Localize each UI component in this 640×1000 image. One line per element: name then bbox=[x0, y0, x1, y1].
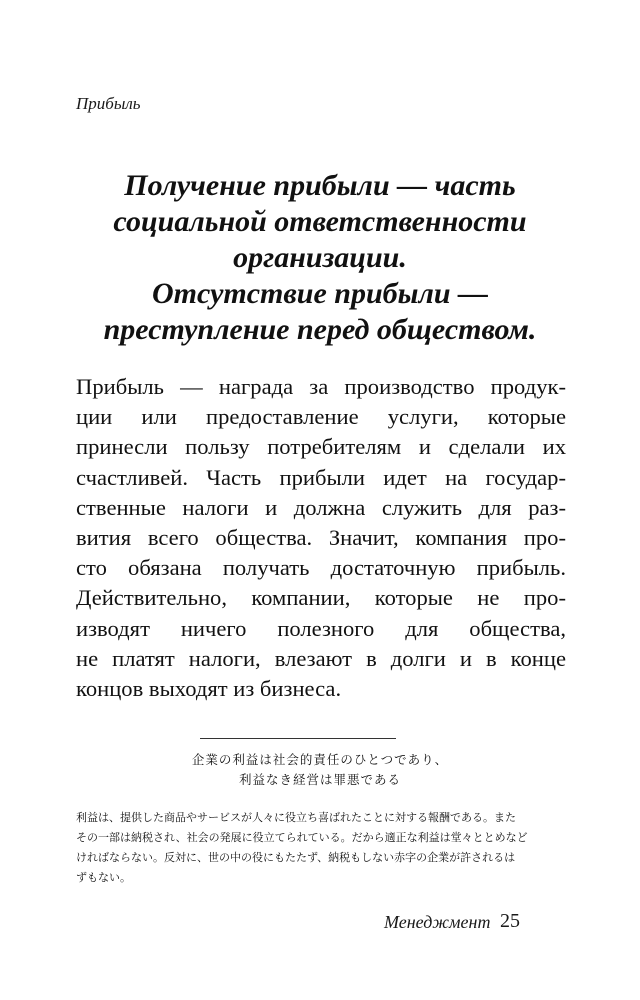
section-divider bbox=[200, 738, 396, 739]
body-line: счастливей. Часть прибыли идет на государ- bbox=[76, 464, 566, 490]
body-line: Прибыль — награда за производство продук- bbox=[76, 374, 566, 399]
running-head: Прибыль bbox=[76, 94, 141, 113]
body-line: ственные налоги и должна служить для раз- bbox=[76, 494, 566, 520]
japanese-commentary bbox=[76, 808, 566, 888]
footer-book-title: Менеджмент bbox=[384, 912, 491, 932]
principle-quote bbox=[80, 168, 560, 348]
body-line: не платят налоги, влезают в долги и в конце bbox=[76, 645, 566, 671]
body-line: изводят ничего полезного для общества, bbox=[76, 615, 566, 641]
body-line: принесли пользу потребителям и сделали их bbox=[76, 434, 566, 460]
quote-line: социальной ответственности bbox=[113, 205, 527, 238]
quote-line: Отсутствие прибыли — bbox=[151, 277, 489, 310]
japanese-commentary-line: 利益は、提供した商品やサービスが人々に役立ち喜ばれたことに対する報酬である。また bbox=[76, 811, 516, 824]
japanese-motto-line: 企業の利益は社会的責任のひとつであり、 bbox=[191, 752, 449, 767]
page-number: 25 bbox=[500, 910, 520, 932]
body-paragraph bbox=[76, 372, 566, 704]
body-line: сто обязана получать достаточную прибыль. bbox=[76, 555, 566, 581]
japanese-commentary-line: ければならない。反対に、世の中の役にもたたず、納税もしない赤字の企業が許されるは bbox=[76, 851, 516, 864]
body-line: Действительно, компании, которые не про- bbox=[76, 585, 566, 611]
body-line: ции или предоставление услуги, которые bbox=[76, 404, 566, 430]
body-line: концов выходят из бизнеса. bbox=[76, 676, 342, 702]
body-line: вития всего общества. Значит, компания про- bbox=[76, 525, 566, 551]
japanese-commentary-line: その一部は納税され、社会の発展に役立てられている。だから適正な利益は堂々ととめなど bbox=[76, 831, 528, 844]
quote-line: организации. bbox=[233, 241, 407, 274]
quote-line: Получение прибыли — часть bbox=[124, 169, 516, 202]
japanese-motto bbox=[120, 750, 520, 790]
japanese-motto-line: 利益なき経営は罪悪である bbox=[238, 772, 401, 787]
japanese-commentary-line: ずもない。 bbox=[76, 871, 131, 884]
quote-line: преступление перед обществом. bbox=[103, 313, 537, 346]
